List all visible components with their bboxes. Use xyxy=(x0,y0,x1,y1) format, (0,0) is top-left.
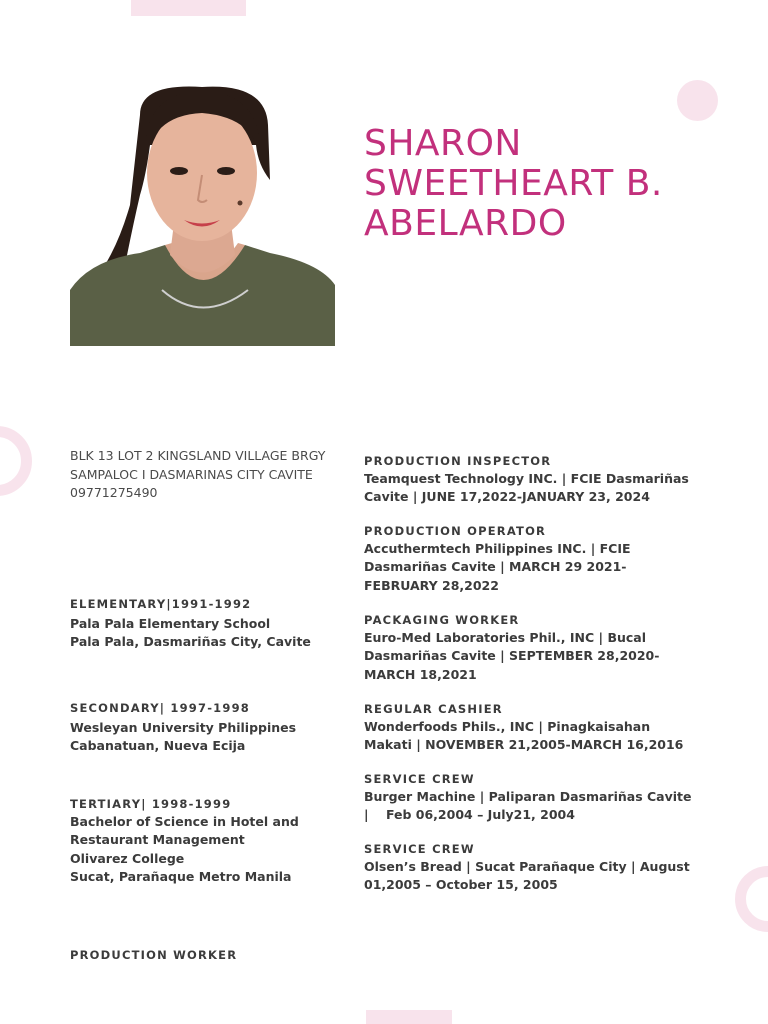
education-tertiary xyxy=(70,795,400,886)
decorative-bar-top xyxy=(131,0,246,16)
experience-item xyxy=(364,452,694,507)
job-detail: Dasmariñas Cavite | MARCH 29 2021- xyxy=(364,559,627,575)
name-line-1: SHARON xyxy=(364,123,522,164)
job-detail: Olsen’s Bread | Sucat Parañaque City | August xyxy=(364,859,690,874)
job-detail: Burger Machine | Paliparan Dasmariñas Cavite xyxy=(364,789,692,804)
name-line-3: ABELARDO xyxy=(364,203,567,244)
objective-section xyxy=(70,946,400,964)
phone-number: 09771275490 xyxy=(70,485,158,500)
education-elementary xyxy=(70,595,400,652)
experience-item xyxy=(364,522,694,595)
candidate-name xyxy=(364,124,744,244)
name-line-2: SWEETHEART B. xyxy=(364,163,663,204)
job-title: PRODUCTION OPERATOR xyxy=(364,524,547,538)
job-detail: | Feb 06,2004 – July21, 2004 xyxy=(364,807,575,823)
decorative-bar-bottom xyxy=(366,1010,452,1024)
experience-item xyxy=(364,840,694,895)
job-title: REGULAR CASHIER xyxy=(364,702,503,716)
experience-item xyxy=(364,770,694,825)
education-secondary xyxy=(70,699,400,756)
experience-item xyxy=(364,700,694,755)
education-line: Pala Pala Elementary School xyxy=(70,616,271,631)
education-line: Sucat, Parañaque Metro Manila xyxy=(70,868,292,884)
decorative-circle xyxy=(677,80,718,121)
job-detail: MARCH 18,2021 xyxy=(364,666,477,682)
education-line: Cabanatuan, Nueva Ecija xyxy=(70,738,246,754)
job-detail: 01,2005 – October 15, 2005 xyxy=(364,877,558,893)
job-detail: Dasmariñas Cavite | SEPTEMBER 28,2020- xyxy=(364,648,660,664)
job-detail: FEBRUARY 28,2022 xyxy=(364,577,499,593)
education-heading: TERTIARY| 1998-1999 xyxy=(70,797,232,811)
decorative-ring-right xyxy=(735,866,768,932)
job-title: SERVICE CREW xyxy=(364,842,475,856)
job-detail: Teamquest Technology INC. | FCIE Dasmariñas xyxy=(364,471,689,486)
education-line: Pala Pala, Dasmariñas City, Cavite xyxy=(70,634,311,650)
education-line: Olivarez College xyxy=(70,850,185,866)
job-detail: Euro-Med Laboratories Phil., INC | Bucal xyxy=(364,630,647,645)
education-line: Wesleyan University Philippines xyxy=(70,720,297,735)
job-title: PACKAGING WORKER xyxy=(364,613,520,627)
job-detail: Wonderfoods Phils., INC | Pinagkaisahan xyxy=(364,719,651,734)
profile-photo xyxy=(70,85,335,346)
job-detail: Cavite | JUNE 17,2022-JANUARY 23, 2024 xyxy=(364,489,650,505)
decorative-ring-left xyxy=(0,426,32,496)
address-line-1: BLK 13 LOT 2 KINGSLAND VILLAGE BRGY xyxy=(70,448,326,463)
education-heading: ELEMENTARY|1991-1992 xyxy=(70,597,252,611)
job-title: SERVICE CREW xyxy=(364,772,475,786)
education-heading: SECONDARY| 1997-1998 xyxy=(70,701,250,715)
job-title: PRODUCTION INSPECTOR xyxy=(364,454,552,468)
objective-heading: PRODUCTION WORKER xyxy=(70,948,238,962)
experience-item xyxy=(364,611,694,684)
job-detail: Makati | NOVEMBER 21,2005-MARCH 16,2016 xyxy=(364,737,684,753)
job-detail: Accuthermtech Philippines INC. | FCIE xyxy=(364,541,631,556)
contact-info xyxy=(70,447,360,503)
education-line: Restaurant Management xyxy=(70,832,245,848)
education-line: Bachelor of Science in Hotel and xyxy=(70,814,299,829)
address-line-2: SAMPALOC I DASMARINAS CITY CAVITE xyxy=(70,466,313,482)
